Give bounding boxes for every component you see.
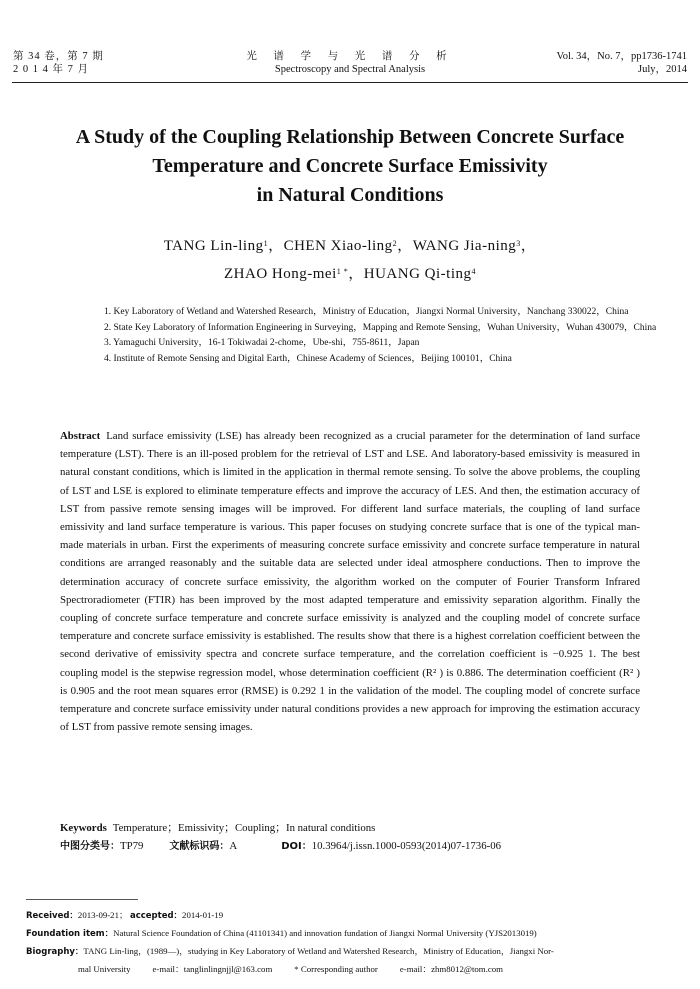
- accepted-date: 2014-01-19: [182, 910, 224, 920]
- biography-label: Biography：: [26, 947, 84, 957]
- received-date: 2013-09-21；: [77, 910, 128, 920]
- affiliation: 3. Yamaguchi University，16-1 Tokiwadai 2-chome，Ube-shi，755-8611，Japan: [104, 338, 420, 348]
- clc-value: TP79: [120, 840, 144, 852]
- journal-name-cn: 光 谱 学 与 光 谱 分 析: [246, 51, 454, 62]
- volume-pages: Vol. 34，No. 7，pp1736-1741: [556, 51, 687, 62]
- foundation-text: Natural Science Foundation of China (41101341) and innovation fundation of Jiangxi Normal University (YJS2013019): [113, 928, 537, 938]
- classification-line: [60, 837, 660, 856]
- doc-code-value: A: [229, 840, 238, 852]
- author-name: CHEN Xiao-ling: [283, 238, 393, 254]
- affiliation: 4. Institute of Remote Sensing and Digital Earth，Chinese Academy of Sciences，Beijing 100101，China: [104, 353, 512, 364]
- corresponding-email[interactable]: e-mail：zhm8012@tom.com: [399, 964, 503, 974]
- foundation-line: [26, 925, 688, 943]
- affiliation: 1. Key Laboratory of Wetland and Watershed Research，Ministry of Education，Jiangxi Normal University，Nanchang 330022，China: [104, 307, 629, 317]
- received-label: Received：: [26, 911, 78, 921]
- affiliation: 2. State Key Laboratory of Information Engineering in Surveying，Mapping and Remote Sensing，Wuhan University，Wuhan 430079，China: [104, 322, 657, 333]
- foundation-label: Foundation item：: [26, 929, 114, 939]
- author-name: TANG Lin-ling: [163, 238, 264, 254]
- author-list: [60, 232, 640, 288]
- publication-date-en: July，2014: [637, 64, 687, 75]
- volume-issue: 第 34 卷，第 7 期: [13, 51, 104, 62]
- title-line: Temperature and Concrete Surface Emissivity: [152, 155, 548, 177]
- keywords: [60, 819, 640, 837]
- journal-citation-info: [557, 50, 687, 76]
- author-affil-mark: 1: [263, 239, 269, 248]
- received-line: [26, 907, 688, 925]
- author-affil-mark: 3: [516, 239, 521, 248]
- keywords-text: Temperature；Emissivity；Coupling；In natural conditions: [112, 822, 376, 834]
- author-name: ZHAO Hong-mei: [224, 266, 337, 282]
- header-divider: [12, 82, 688, 83]
- title-line: in Natural Conditions: [256, 184, 444, 206]
- doi-label: DOI：: [281, 841, 312, 852]
- keywords-label: Keywords: [60, 822, 107, 834]
- footnote-divider: [26, 899, 138, 900]
- biography-text-cont: mal University: [78, 964, 131, 974]
- abstract-label: Abstract: [60, 430, 101, 442]
- author-affil-mark: 2: [392, 239, 398, 248]
- author-affil-mark: 1 *: [336, 267, 349, 276]
- author-name: HUANG Qi-ting: [363, 266, 472, 282]
- author-email[interactable]: e-mail：tanglinlingnjjl@163.com: [152, 964, 273, 974]
- author-affil-mark: 4: [471, 267, 476, 276]
- journal-name-en: Spectroscopy and Spectral Analysis: [274, 64, 426, 75]
- doc-code-label: 文献标识码：: [169, 841, 230, 852]
- abstract-text: Land surface emissivity (LSE) has already been recognized as a crucial parameter for the determination of land surface temperature (LST). There is an ill-posed problem for the retrieval of LST and LSE. And laboratory-based emissivity is measured in natural constant conditions, which is limited in the application in thermal remote sensing. To solve the above problems, the coupling of LST and LSE is explored to eliminate temperature effects and improve the accuracy of LES. And then, the estimation accuracy of LST from passive remote sensing images will be improved. For different land surface materials, the coupling of land surface emissivity and land surface temperature is various. This paper focuses on studying concrete surface that is one of the typical man-made materials in urban. First the experiments of measuring concrete surface emissivity and concrete surface temperature in natural conditions are arranged reasonably and the suitable data are selected under ideal atmosphere conductions. Then to improve the determination accuracy of concrete surface emissivity, the algorithm worked on the computer of Fourier Transform Infrared Spectroradiometer (FTIR) has been improved by the most adapted temperature and emissivity separation algorithm. Finally the coupling of concrete surface temperature and concrete surface emissivity is analyzed and the coupling model of concrete surface temperature and concrete surface emissivity is established. The results show that there is a highest correlation coefficient between the second derivative of emissivity spectra and concrete surface temperature, and the correlation coefficient is −0.925 1. The best coupling model is the stepwise regression model, whose determination coefficient (R² ) is 0.886. The determination coefficient (R² ) is 0.905 and the root mean squares error (RMSE) is 0.292 1 in the validation of the model. The coupling model of concrete surface temperature and concrete surface emissivity under natural conditions provides a new approach for improving the estimation accuracy of LST from passive remote sensing images.: [60, 430, 640, 734]
- corresponding-note: * Corresponding author: [294, 964, 378, 974]
- accepted-label: accepted：: [129, 911, 183, 921]
- publication-date-cn: 2 0 1 4 年 7 月: [13, 64, 89, 75]
- footnotes: [26, 907, 688, 978]
- paper-title: [40, 123, 660, 210]
- clc-label: 中图分类号：: [60, 841, 120, 852]
- doi-value[interactable]: 10.3964/j.issn.1000-0593(2014)07-1736-06: [311, 840, 501, 852]
- abstract: [60, 427, 640, 736]
- title-line: A Study of the Coupling Relationship Between Concrete Surface: [75, 126, 625, 148]
- biography-text: TANG Lin-ling，(1989—)，studying in Key Laboratory of Wetland and Watershed Research，Ministry of Education，Jiangxi Nor-: [83, 946, 554, 956]
- author-line: TANG Lin-ling$^1$，CHEN Xiao-ling$^2$，WANG Jia-ning$^3$，: [163, 238, 537, 254]
- biography-line: [26, 943, 688, 961]
- author-name: WANG Jia-ning: [412, 238, 517, 254]
- biography-line-2: [26, 961, 688, 978]
- affiliation-list: [104, 305, 664, 367]
- author-line: ZHAO Hong-mei$^{1 *}$，HUANG Qi-ting$^4$: [224, 266, 476, 282]
